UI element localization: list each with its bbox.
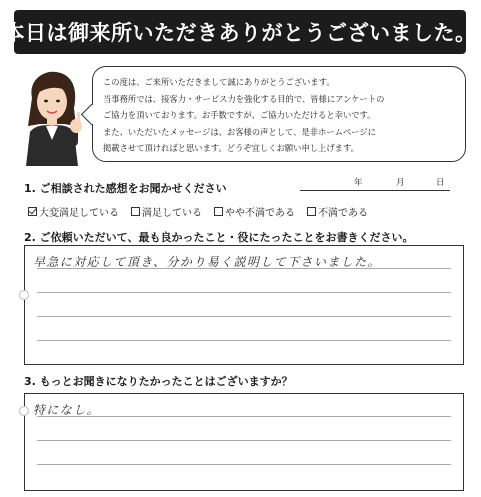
- date-year-label: 年: [354, 178, 363, 188]
- date-month-label: 月: [396, 178, 405, 188]
- punch-hole: [19, 406, 29, 416]
- message-line-3: ご協力を頂いております。お手数ですが、ご協力いただけると幸いです。: [103, 110, 376, 121]
- option-somewhat-dissatisfied[interactable]: [214, 204, 295, 219]
- option-label: 大変満足している: [39, 208, 119, 219]
- punch-hole: [19, 290, 29, 300]
- ruled-line: [37, 464, 451, 465]
- staff-illustration-icon: [18, 68, 86, 166]
- question-3: 3. もっとお聞きになりたかったことはございますか？: [24, 375, 293, 388]
- ruled-line: [37, 340, 451, 341]
- date-day-label: 日: [436, 178, 445, 188]
- message-line-5: 掲載させて頂ければと思います。どうぞ宜しくお願い申し上げます。: [103, 143, 359, 154]
- message-bubble: [92, 66, 466, 162]
- answer-box-2[interactable]: [24, 245, 464, 365]
- checkbox[interactable]: [131, 207, 140, 216]
- answer-box-3[interactable]: [24, 393, 464, 491]
- handwritten-answer-3: 特になし。: [33, 403, 101, 417]
- handwritten-answer-2: 早急に対応して頂き、分かり易く説明して下さいました。: [33, 255, 381, 269]
- checkbox[interactable]: [214, 207, 223, 216]
- question-1: 1. ご相談された感想をお聞かせください: [24, 182, 227, 195]
- option-label: 不満である: [318, 208, 368, 219]
- ruled-line: [37, 440, 451, 441]
- question-2: 2. ご依頼いただいて、最も良かったこと・役にたったことをお書きください。: [24, 231, 414, 244]
- option-label: 満足している: [142, 208, 202, 219]
- message-line-2: 当事務所では、接客力・サービス力を強化する目的で、皆様にアンケートの: [103, 93, 385, 104]
- checkbox[interactable]: [28, 207, 37, 216]
- option-satisfied[interactable]: [131, 204, 202, 219]
- checkbox[interactable]: [307, 207, 316, 216]
- date-field[interactable]: [300, 174, 450, 191]
- satisfaction-options: [28, 204, 368, 219]
- option-label: やや不満である: [225, 208, 295, 219]
- message-line-4: また、いただいたメッセージは、お客様の声として、是非ホームページに: [103, 126, 376, 137]
- message-line-1: この度は、ご来所いただきまして誠にありがとうございます。: [103, 77, 335, 87]
- ruled-line: [37, 292, 451, 293]
- title-banner: [3, 10, 477, 54]
- option-dissatisfied[interactable]: [307, 204, 368, 219]
- ruled-line: [37, 316, 451, 317]
- option-very-satisfied[interactable]: [28, 204, 119, 219]
- page-title: 本日は御来所いただきありがとうございました。: [3, 21, 477, 45]
